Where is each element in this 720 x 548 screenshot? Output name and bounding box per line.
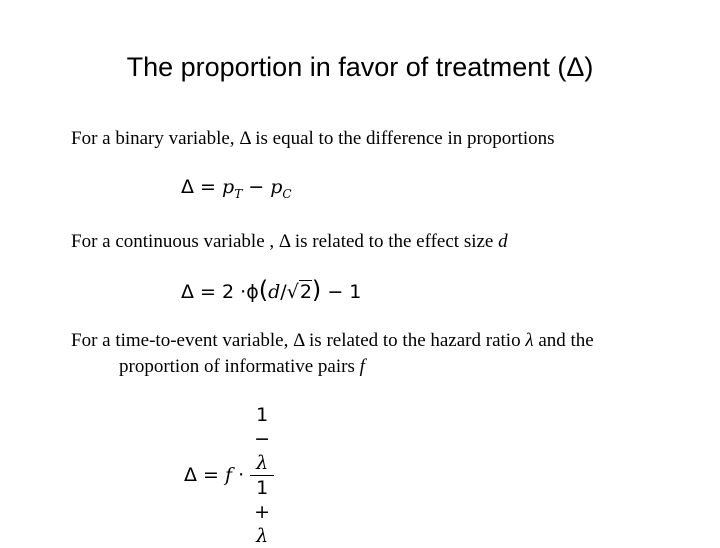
tte-formula-equals: = [203, 464, 219, 486]
continuous-formula-equals: = [200, 281, 216, 303]
continuous-formula-slash: / [280, 281, 287, 303]
continuous-description [71, 229, 508, 255]
tte-formula-numerator [250, 403, 274, 476]
continuous-formula-root: √ [286, 281, 299, 303]
tte-line-two-text: proportion of informative pairs [119, 356, 360, 377]
title-suffix: ) [584, 52, 594, 82]
tte-text-middle: is related to the hazard ratio [304, 330, 526, 351]
continuous-formula-minus-one: − 1 [327, 281, 362, 303]
tte-text-before: For a time-to-event variable, [71, 330, 294, 351]
continuous-text-middle: is related to the effect size [290, 231, 499, 252]
tte-denominator-one: 1 [256, 477, 269, 499]
tte-lambda: λ [525, 330, 534, 351]
tte-line-two [71, 354, 594, 380]
continuous-formula-two: 2 [222, 281, 235, 303]
continuous-formula-lhs: Δ [181, 281, 194, 303]
tte-formula-lhs: Δ [184, 464, 197, 486]
binary-formula [181, 176, 292, 201]
tte-f: f [359, 356, 365, 377]
binary-formula-minus: − [248, 176, 265, 198]
binary-description [71, 126, 555, 152]
tte-denominator-lambda: λ [256, 525, 269, 547]
continuous-effect-size-d: d [498, 231, 508, 252]
binary-delta-symbol: Δ [239, 128, 251, 149]
slide-title [0, 52, 720, 83]
title-prefix: The proportion in favor of treatment ( [126, 52, 567, 82]
continuous-text-before: For a continuous variable , [71, 231, 279, 252]
continuous-formula-dot: · [240, 281, 247, 303]
tte-description [71, 328, 594, 380]
binary-formula-subscript-c: C [282, 187, 292, 201]
binary-formula-subscript-t: T [234, 187, 243, 201]
title-delta-symbol: Δ [566, 52, 585, 82]
tte-numerator-one: 1 [256, 404, 269, 426]
binary-formula-p-treatment: p [222, 176, 235, 198]
tte-formula-f: f [225, 464, 233, 486]
continuous-formula-open-paren: ( [258, 276, 269, 304]
tte-formula-fraction [250, 403, 274, 548]
tte-numerator-lambda: λ [256, 452, 269, 474]
continuous-formula [181, 276, 361, 304]
tte-formula [184, 403, 274, 548]
tte-text-after: and the [533, 330, 594, 351]
binary-formula-lhs: Δ [181, 176, 194, 198]
tte-numerator-minus: − [254, 428, 271, 450]
continuous-formula-d: d [268, 281, 281, 303]
tte-formula-dot: · [238, 464, 245, 486]
continuous-formula-root-two: 2 [299, 281, 312, 303]
binary-text-before: For a binary variable, [71, 128, 240, 149]
tte-formula-denominator [250, 476, 274, 548]
tte-denominator-plus: + [254, 501, 271, 523]
binary-formula-equals: = [200, 176, 216, 198]
continuous-delta-symbol: Δ [278, 231, 291, 252]
binary-formula-p-control: p [270, 176, 283, 198]
continuous-formula-close-paren: ) [311, 276, 322, 304]
binary-text-after: is equal to the difference in proportions [250, 128, 555, 149]
continuous-formula-phi: ϕ [246, 281, 259, 303]
tte-delta-symbol: Δ [293, 330, 305, 351]
